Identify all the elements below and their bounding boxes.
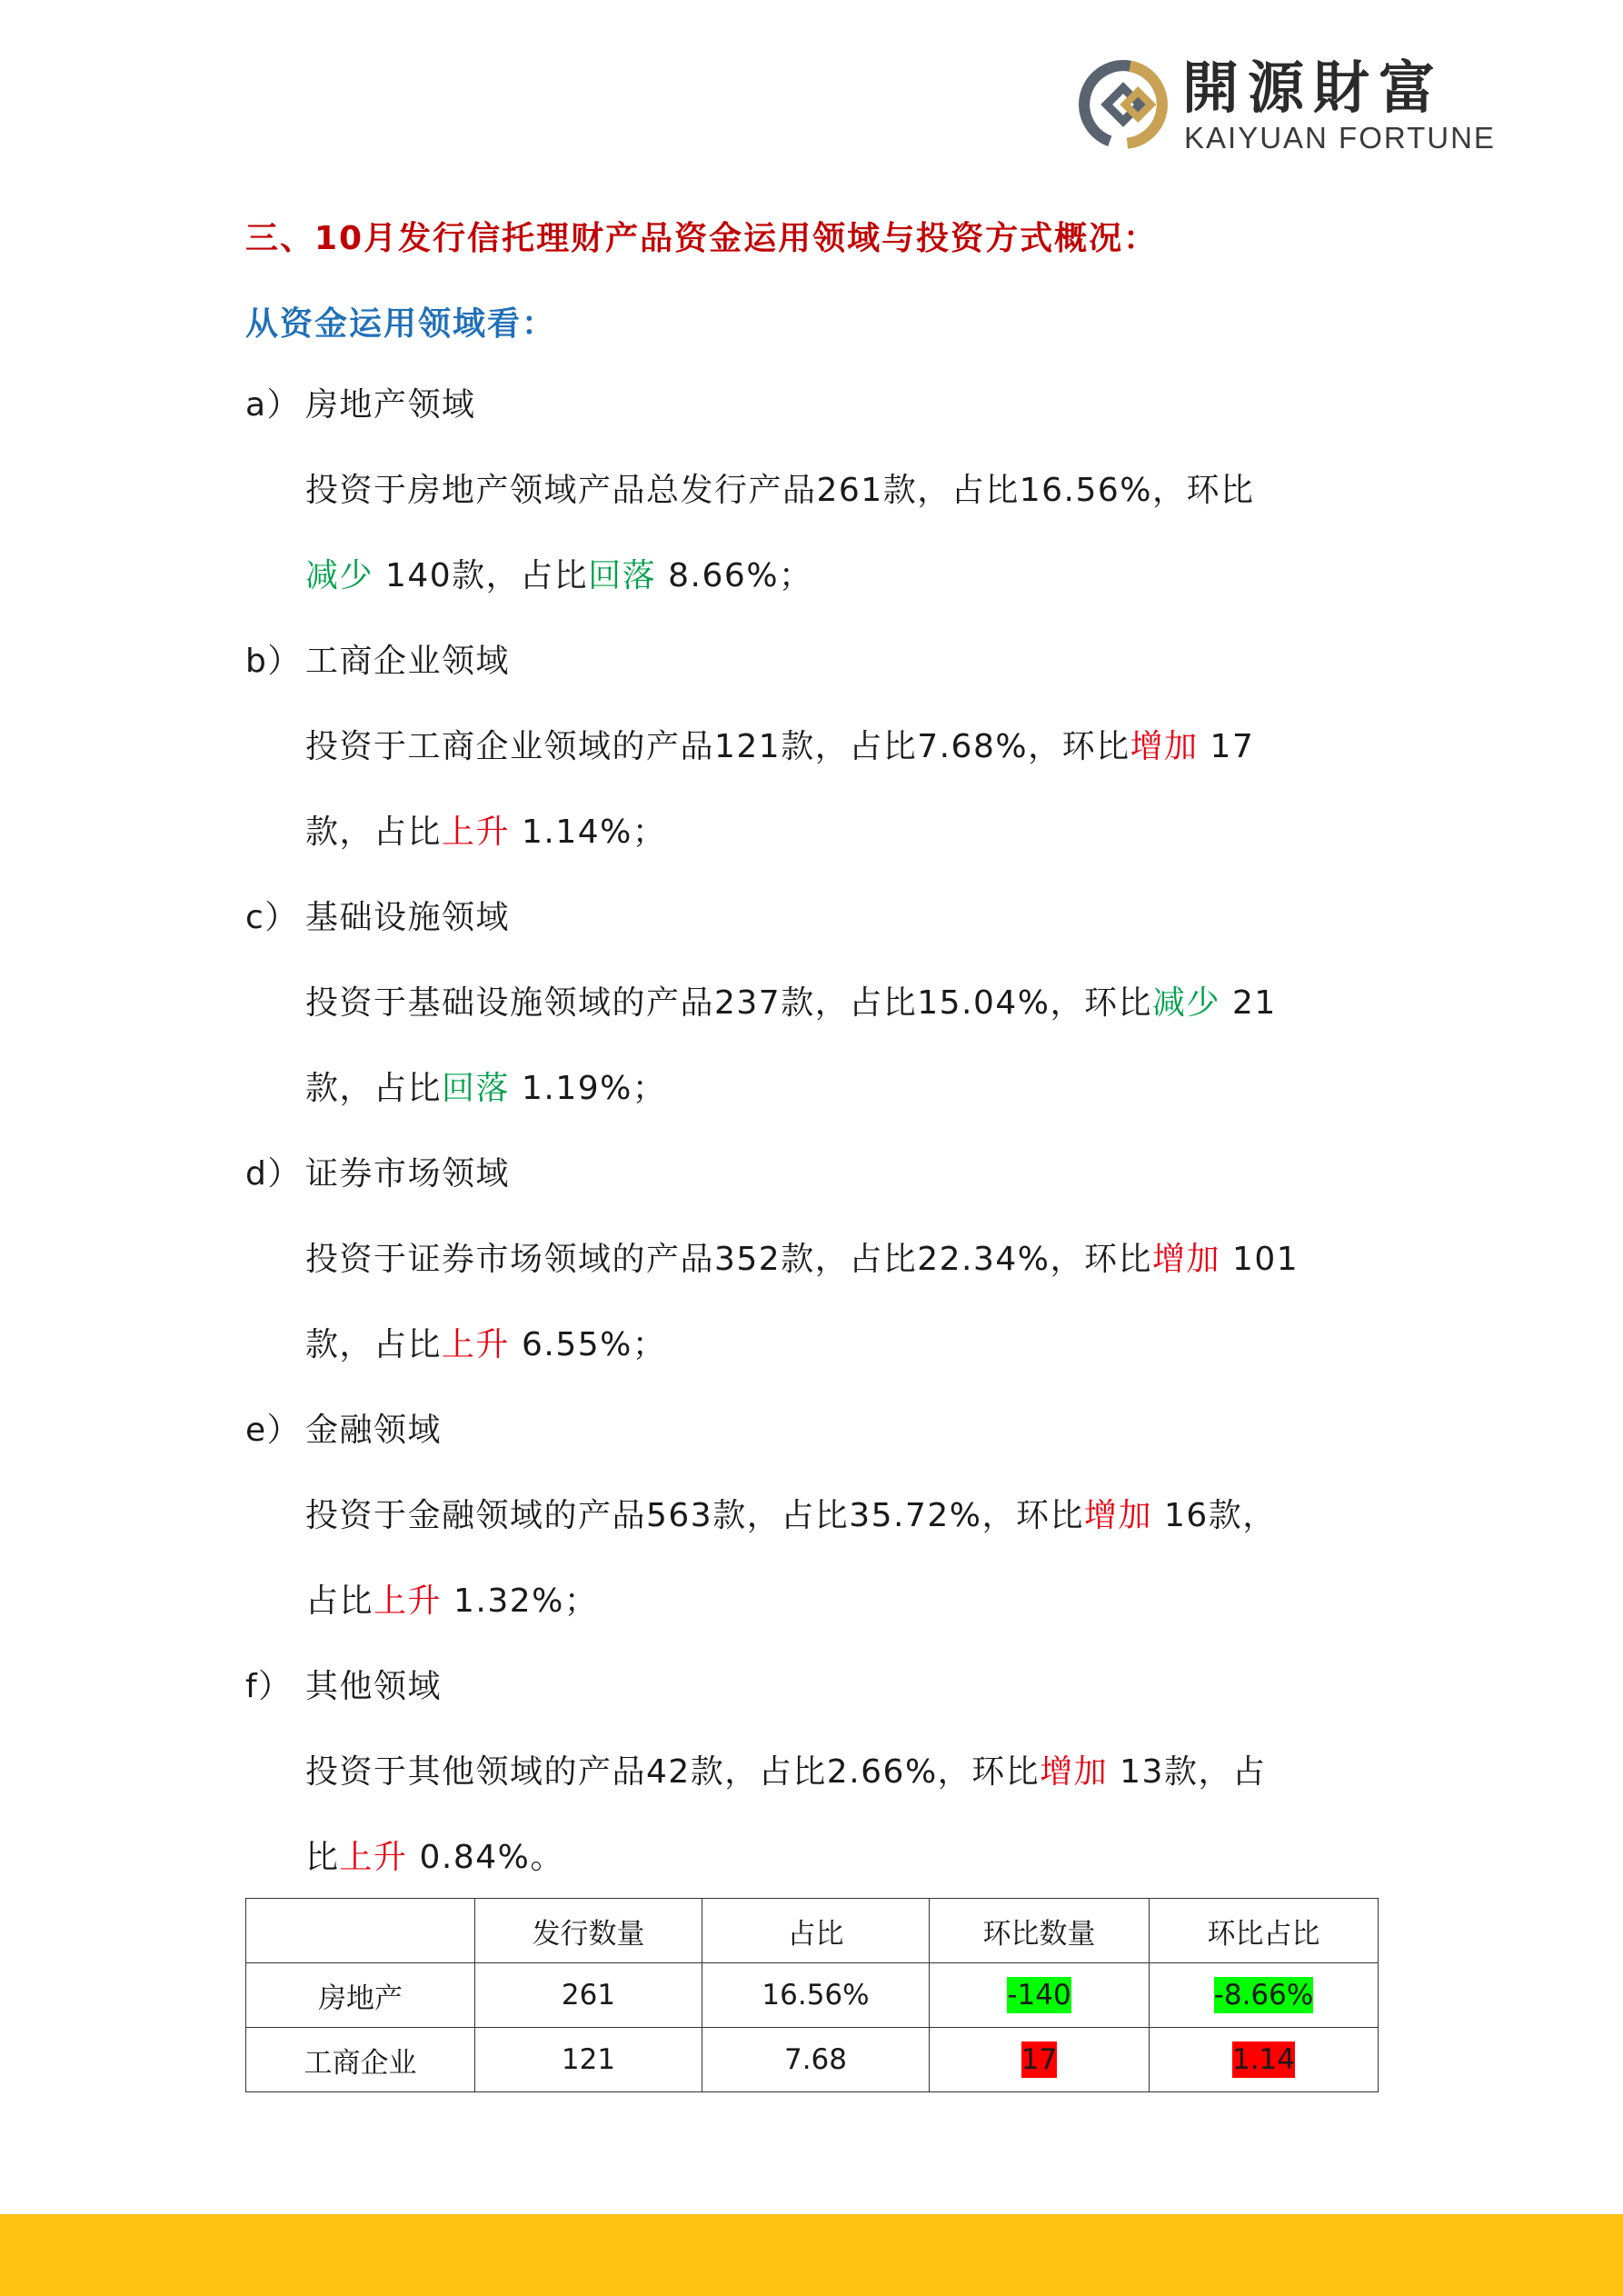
text-run: 0.84%。 bbox=[419, 1839, 564, 1876]
logo-text-en: KAIYUAN FORTUNE bbox=[1184, 121, 1496, 155]
item-title bbox=[245, 1411, 442, 1451]
text-run: 款，占比 bbox=[305, 1070, 443, 1107]
item-paragraph-line bbox=[305, 1240, 1299, 1280]
increase-highlight: 增加 bbox=[1130, 728, 1199, 765]
item-paragraph-line bbox=[305, 1752, 1266, 1792]
text-run: 投资于房地产领域产品总发行产品261款，占比16.56%，环比 bbox=[305, 472, 1255, 509]
text-run: 投资于其他领域的产品42款，占比2.66%，环比 bbox=[305, 1753, 1041, 1791]
kaiyuan-logo-icon bbox=[1077, 58, 1170, 151]
decrease-highlight: 减少 bbox=[305, 557, 374, 594]
decline-highlight: 回落 bbox=[588, 557, 657, 594]
item-title bbox=[245, 385, 476, 425]
item-marker: d） bbox=[245, 1155, 302, 1193]
table-cell-mom-count bbox=[930, 1963, 1150, 2028]
text-run: 款，占比 bbox=[305, 814, 443, 851]
footer-bar bbox=[0, 2214, 1623, 2296]
summary-table bbox=[245, 1898, 1379, 2092]
section-title: 三、10月发行信托理财产品资金运用领域与投资方式概况： bbox=[245, 220, 1159, 257]
text-run: 21 bbox=[1231, 984, 1277, 1022]
table-header-cell bbox=[246, 1899, 475, 1963]
item-marker: c） bbox=[245, 899, 299, 936]
item-marker: a） bbox=[245, 386, 302, 424]
item-title-text: 其他领域 bbox=[305, 1668, 443, 1705]
text-run: 6.55%； bbox=[521, 1326, 667, 1363]
mom-count-value: 17 bbox=[1021, 2043, 1058, 2076]
item-title-text: 基础设施领域 bbox=[305, 899, 511, 936]
text-run: 投资于工商企业领域的产品121款，占比7.68%，环比 bbox=[305, 728, 1130, 765]
item-paragraph-line bbox=[305, 1325, 666, 1365]
increase-highlight: 增加 bbox=[1040, 1753, 1109, 1791]
text-run: 140款，占比 bbox=[384, 557, 589, 594]
table-header-cell: 占比 bbox=[702, 1899, 930, 1963]
rise-highlight: 上升 bbox=[373, 1582, 443, 1620]
table-header-row bbox=[246, 1899, 1379, 1963]
mom-count-value: -140 bbox=[1007, 1979, 1071, 2011]
item-marker: e） bbox=[245, 1412, 302, 1449]
company-logo bbox=[1077, 56, 1513, 164]
rise-highlight: 上升 bbox=[442, 814, 511, 851]
text-run: 17 bbox=[1210, 728, 1255, 765]
item-paragraph-line bbox=[305, 1838, 564, 1878]
text-run: 16款， bbox=[1163, 1497, 1277, 1534]
text-run: 投资于基础设施领域的产品237款，占比15.04%，环比 bbox=[305, 984, 1152, 1022]
table-cell-mom-count bbox=[930, 2028, 1150, 2092]
item-paragraph-line bbox=[305, 1069, 666, 1109]
text-run: 101 bbox=[1231, 1241, 1299, 1278]
item-title-text: 房地产领域 bbox=[305, 386, 476, 424]
section-subtitle: 从资金运用领域看： bbox=[245, 305, 557, 343]
table-header-cell: 环比占比 bbox=[1150, 1899, 1379, 1963]
logo-text-cn: 開源財富 bbox=[1182, 55, 1445, 121]
item-title-text: 工商企业领域 bbox=[305, 643, 511, 680]
decline-highlight: 回落 bbox=[442, 1070, 511, 1107]
item-paragraph-line bbox=[305, 471, 1254, 511]
rise-highlight: 上升 bbox=[442, 1326, 511, 1363]
text-run: 1.14%； bbox=[521, 814, 667, 851]
text-run: 投资于证券市场领域的产品352款，占比22.34%，环比 bbox=[305, 1241, 1152, 1278]
table-row bbox=[246, 2028, 1379, 2092]
increase-highlight: 增加 bbox=[1151, 1241, 1220, 1278]
text-run: 1.19%； bbox=[521, 1070, 667, 1107]
table-header-cell: 发行数量 bbox=[475, 1899, 702, 1963]
text-run: 投资于金融领域的产品563款，占比35.72%，环比 bbox=[305, 1497, 1084, 1534]
text-run: 1.32%； bbox=[453, 1582, 599, 1620]
decrease-highlight: 减少 bbox=[1151, 984, 1220, 1022]
item-marker: f） bbox=[245, 1668, 293, 1705]
table-cell-share: 16.56% bbox=[702, 1963, 930, 2028]
table-cell-name: 房地产 bbox=[246, 1963, 475, 2028]
text-run: 比 bbox=[305, 1839, 340, 1876]
item-paragraph-line bbox=[305, 983, 1277, 1023]
item-title bbox=[245, 1154, 510, 1194]
item-title bbox=[245, 898, 510, 938]
item-title bbox=[245, 642, 510, 682]
table-row bbox=[246, 1963, 1379, 2028]
text-run: 13款，占 bbox=[1120, 1753, 1267, 1791]
table-cell-share: 7.68 bbox=[702, 2028, 930, 2092]
item-paragraph-line bbox=[305, 813, 666, 853]
item-paragraph-line bbox=[305, 727, 1254, 767]
table-cell-count: 261 bbox=[475, 1963, 702, 2028]
text-run: 款，占比 bbox=[305, 1326, 443, 1363]
item-title-text: 金融领域 bbox=[305, 1412, 443, 1449]
rise-highlight: 上升 bbox=[339, 1839, 408, 1876]
increase-highlight: 增加 bbox=[1083, 1497, 1152, 1534]
table-cell-name: 工商企业 bbox=[246, 2028, 475, 2092]
mom-share-value: 1.14 bbox=[1231, 2043, 1296, 2076]
item-paragraph-line bbox=[305, 1496, 1277, 1536]
item-paragraph-line bbox=[305, 1582, 598, 1622]
text-run: 占比 bbox=[305, 1582, 374, 1620]
item-marker: b） bbox=[245, 643, 302, 680]
table-header-cell: 环比数量 bbox=[930, 1899, 1150, 1963]
item-title-text: 证券市场领域 bbox=[305, 1155, 511, 1193]
item-title bbox=[245, 1667, 442, 1707]
text-run: 8.66%； bbox=[668, 557, 813, 594]
table-cell-mom-share bbox=[1150, 2028, 1379, 2092]
table-cell-mom-share bbox=[1150, 1963, 1379, 2028]
item-paragraph-line bbox=[305, 556, 813, 596]
table-cell-count: 121 bbox=[475, 2028, 702, 2092]
mom-share-value: -8.66% bbox=[1213, 1979, 1314, 2011]
